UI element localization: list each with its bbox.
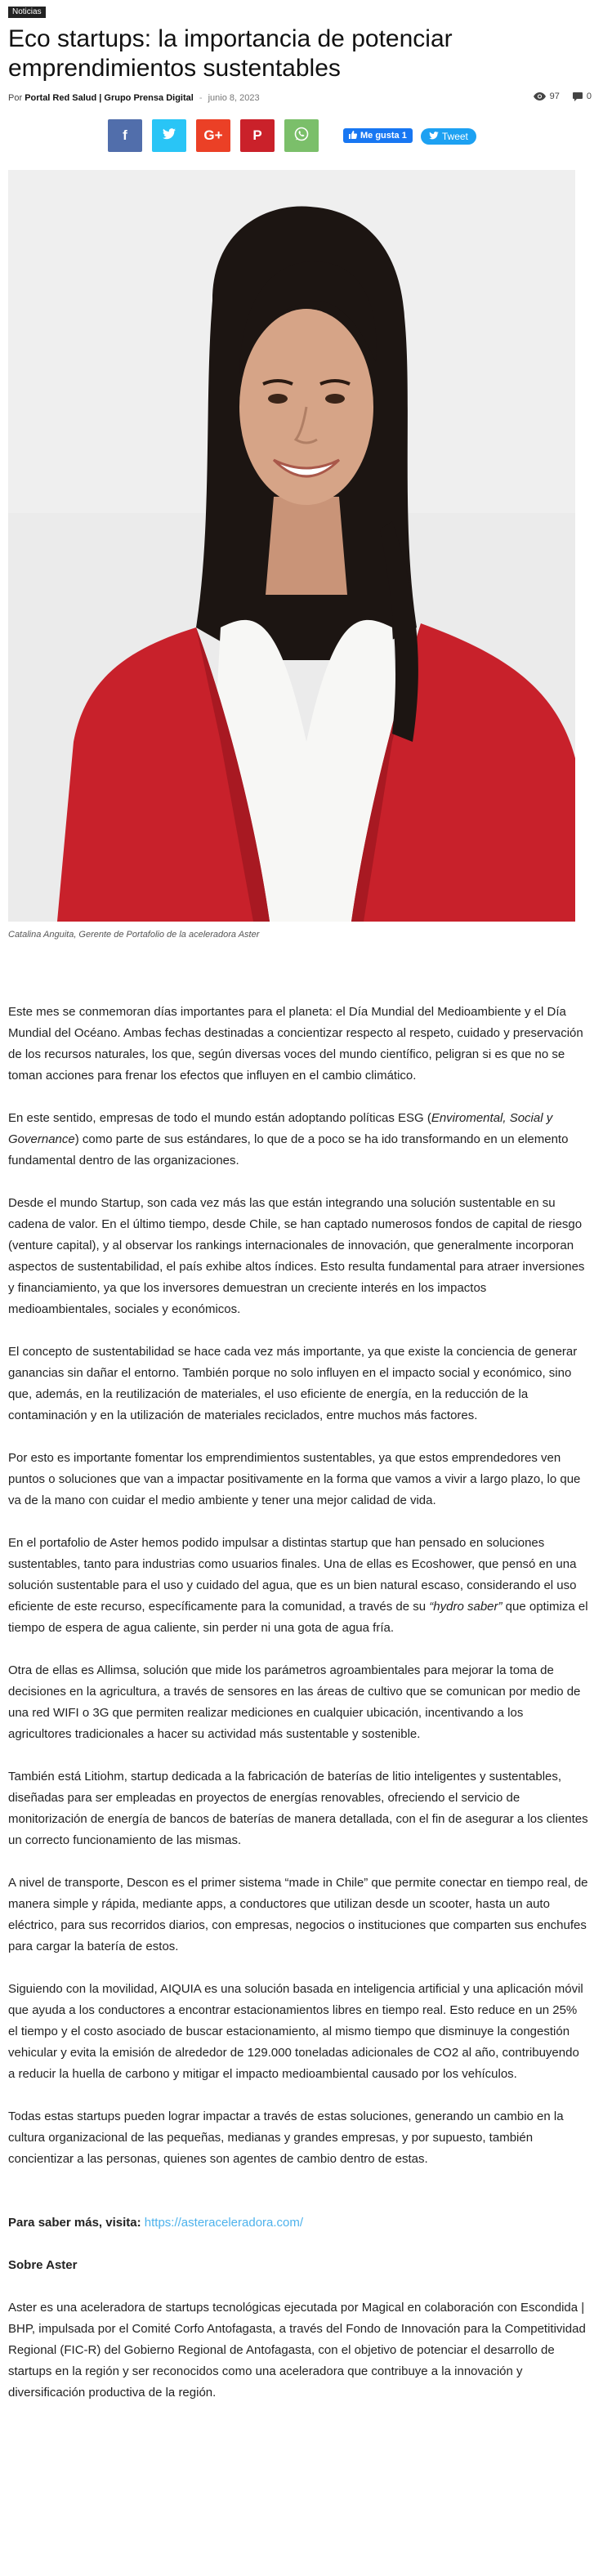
paragraph-text: que optimiza el tiempo de espera de agua caliente, sin perder ni una gota de agua fría. <box>8 1600 588 1635</box>
article-meta <box>8 93 260 103</box>
social-counters <box>343 128 476 145</box>
category-badge[interactable]: Noticias <box>8 7 46 18</box>
website-link[interactable]: https://asteraceleradora.com/ <box>144 2216 304 2230</box>
tweet-label: Tweet <box>441 131 468 142</box>
paragraph: A nivel de transporte, Descon es el primer sistema “made in Chile” que permite conectar en tiempo real, de manera simple y rápida, mediante apps, a conductores que utilizan desde un scooter, hasta un auto eléctrico, para sus recorridos diarios, con empresas, negocios o instituciones que comparten sus enchufes para cargar la batería de estos. <box>8 1876 588 1953</box>
paragraph: Todas estas startups pueden lograr impactar a través de estas soluciones, generando un cambio en la cultura organizacional de las pequeñas, medianas y grandes empresas, y por supuesto, también concientizar a las personas, quienes son agentes de cambio dentro de estas. <box>8 2109 564 2166</box>
facebook-icon: f <box>123 127 127 143</box>
googleplus-icon: G+ <box>203 127 223 143</box>
portrait-illustration <box>8 170 575 922</box>
share-googleplus-button[interactable] <box>196 119 230 152</box>
byline-prefix: Por <box>8 93 23 103</box>
publish-date: junio 8, 2023 <box>208 93 260 103</box>
spacer <box>8 2170 588 2212</box>
share-pinterest-button[interactable] <box>240 119 275 152</box>
paragraph: Por esto es importante fomentar los emprendimientos sustentables, ya que estos emprendedores ven puntos o soluciones que van a impactar positivamente en la forma que vamos a vivir a largo plazo, lo que va de la mano con cuidar el medio ambiente y tener una mejor calidad de vida. <box>8 1451 581 1507</box>
more-info <box>8 2212 588 2234</box>
share-facebook-button[interactable] <box>108 119 142 152</box>
paragraph-emphasis: Enviromental, Social y Governance <box>8 1111 553 1146</box>
paragraph <box>8 1108 588 1172</box>
pinterest-icon: P <box>252 127 262 143</box>
facebook-like-button[interactable] <box>343 128 413 143</box>
comment-icon <box>573 92 583 101</box>
author-link[interactable]: Portal Red Salud | Grupo Prensa Digital <box>25 93 194 103</box>
article-body <box>8 1002 588 2404</box>
featured-image <box>8 170 575 922</box>
comments-count: 0 <box>586 92 592 101</box>
views-count: 97 <box>549 92 560 101</box>
paragraph-text: En el portafolio de Aster hemos podido impulsar a distintas startup que han pensado en soluciones sustentables, tanto para industrias como usuarios finales. Una de ellas es Ecoshower, que pensó en una solución sustentable para el uso y cuidado del agua, que es un bien natural escaso, considerando el uso eficiente de este recurso, específicamente para la comunidad, a través de su <box>8 1536 577 1614</box>
share-whatsapp-button[interactable] <box>284 119 319 152</box>
article-stats <box>534 92 592 101</box>
paragraph: Este mes se conmemoran días importantes para el planeta: el Día Mundial del Medioambiente y el Día Mundial del Océano. Ambas fechas destinadas a concientizar respecto al respeto, cuidado y preservación de los recursos naturales, los que, según diversas voces del mundo científico, peligran si es que no se toman acciones para frenar los efectos que influyen en el cambio climático. <box>8 1005 583 1083</box>
paragraph-emphasis: “hydro saber” <box>429 1600 502 1614</box>
twitter-icon <box>163 127 176 144</box>
eye-icon <box>534 92 546 100</box>
whatsapp-icon <box>294 127 309 145</box>
thumbs-up-icon <box>349 131 357 141</box>
share-buttons <box>108 119 319 152</box>
paragraph <box>8 1533 588 1639</box>
paragraph: Siguiendo con la movilidad, AIQUIA es una solución basada en inteligencia artificial y una aplicación móvil que ayuda a los conductores a encontrar estacionamientos libres en tiempo real. Esto reduce en un 25% el tiempo y el costo asociado de buscar estacionamiento, al mismo tiempo que disminuye la congestión vehicular y evita la emisión de alrededor de 129.000 toneladas adicionales de CO2 al año, contribuyendo a reducir la huella de carbono y mitigar el impacto medioambiental causado por los vehículos. <box>8 1982 583 2081</box>
share-twitter-button[interactable] <box>152 119 186 152</box>
meta-separator: - <box>199 93 203 103</box>
article-title: Eco startups: la importancia de potenciar emprendimientos sustentables <box>8 25 453 82</box>
views-stat <box>534 92 560 101</box>
about-paragraph: Aster es una aceleradora de startups tecnológicas ejecutada por Magical en colaboración con Escondida | BHP, impulsada por el Comité Corfo Antofagasta, a través del Fondo de Innovación para la Competitividad Regional (FIC-R) del Gobierno Regional de Antofagasta, con el objetivo de potenciar el desarrollo de startups en la región y ser reconocidos como una aceleradora que contribuye a la innovación y diversificación productiva de la región. <box>8 2301 586 2400</box>
like-label: Me gusta 1 <box>360 131 407 141</box>
twitter-bird-icon <box>429 131 439 142</box>
paragraph: Otra de ellas es Allimsa, solución que mide los parámetros agroambientales para mejorar la toma de decisiones en la agricultura, a través de sensores en las áreas de cultivo que se comunican por medio de una red WIFI o 3G que permiten realizar mediciones en cualquier ubicación, incentivando a los agricultores tradicionales a hacer su actividad más sustentable y sostenible. <box>8 1663 581 1741</box>
comments-stat[interactable] <box>573 92 592 101</box>
paragraph: Desde el mundo Startup, son cada vez más las que están integrando una solución sustentable en su cadena de valor. En el último tiempo, desde Chile, se han captado numerosos fondos de capital de riesgo (venture capital), y al observar los rankings internacionales de innovación, que generalmente incorporan aspectos de sustentabilidad, el país exhibe altos índices. Esto resulta fundamental para atraer inversiones y financiamiento, ya que los inversores demuestran un creciente interés en los impactos medioambientales, sociales y económicos. <box>8 1196 585 1316</box>
paragraph: También está Litiohm, startup dedicada a la fabricación de baterías de litio inteligentes y sustentables, diseñadas para ser empleadas en proyectos de energías renovables, ofreciendo el servicio de monitorización de energía de bancos de baterías de manera detallada, con el fin de asegurar a los clientes un correcto funcionamiento de las mismas. <box>8 1770 588 1847</box>
image-caption: Catalina Anguita, Gerente de Portafolio de la aceleradora Aster <box>8 930 260 940</box>
paragraph-text: ) como parte de sus estándares, lo que de a poco se ha ido transformando en un elemento fundamental dentro de las organizaciones. <box>8 1132 569 1167</box>
more-info-label: Para saber más, visita: <box>8 2216 141 2230</box>
tweet-button[interactable] <box>421 128 476 145</box>
about-heading: Sobre Aster <box>8 2258 78 2272</box>
paragraph-text: En este sentido, empresas de todo el mundo están adoptando políticas ESG ( <box>8 1111 431 1125</box>
paragraph: El concepto de sustentabilidad se hace cada vez más importante, ya que existe la conciencia de generar ganancias sin dañar el entorno. También porque no solo influyen en el impacto social y económico, sino que, además, en la reutilización de materiales, el uso eficiente de energía, en la reducción de la contaminación y en la utilización de materiales reciclados, entre muchos más factores. <box>8 1345 578 1422</box>
